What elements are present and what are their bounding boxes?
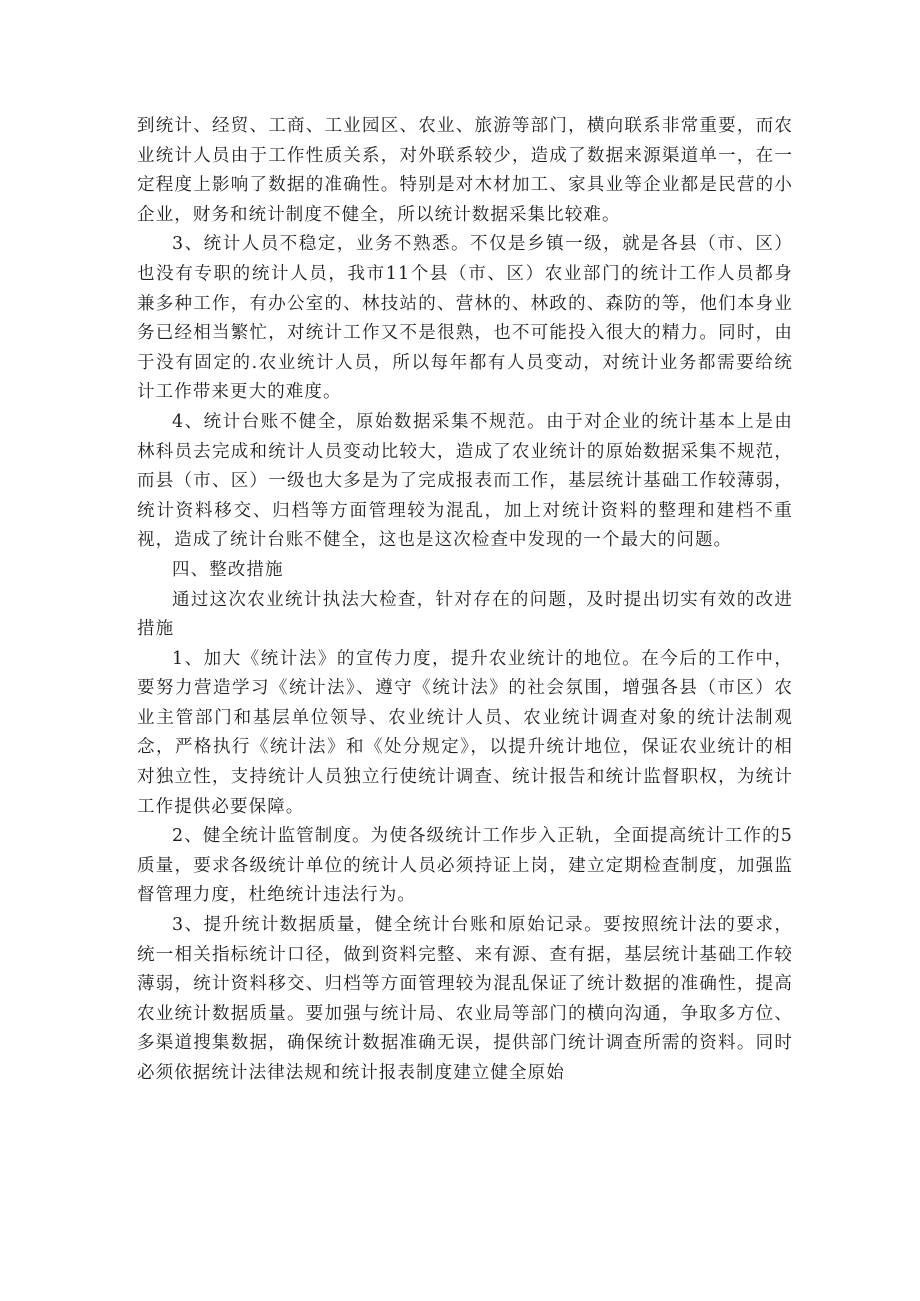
paragraph-item-4-ledger: 4、统计台账不健全，原始数据采集不规范。由于对企业的统计基本上是由林科员去完成和统计人员变动比较大，造成了农业统计的原始数据采集不规范，而县（市、区）一级也大多是为了完成报表而工作，基层统计基础工作较薄弱，统计资料移交、归档等方面管理较为混乱，加上对统计资料的整理和建档不重视，造成了统计台账不健全，这也是这次检查中发现的一个最大的问题。 bbox=[137, 411, 793, 551]
paragraph-measure-2: 2、健全统计监管制度。为使各级统计工作步入正轨，全面提高统计工作的5质量，要求各级统计单位的统计人员必须持证上岗，建立定期检查制度，加强监督管理力度，杜绝统计违法行为。 bbox=[137, 826, 793, 906]
paragraph-measure-1: 1、加大《统计法》的宣传力度，提升农业统计的地位。在今后的工作中，要努力营造学习《统计法》、遵守《统计法》的社会氛围，增强各县（市区）农业主管部门和基层单位领导、农业统计人员、农业统计调查对象的统计法制观念，严格执行《统计法》和《处分规定》，以提升统计地位，保证农业统计的相对独立性，支持统计人员独立行使统计调查、统计报告和统计监督职权，为统计工作提供必要保障。 bbox=[137, 648, 793, 817]
paragraph-measure-3: 3、提升统计数据质量，健全统计台账和原始记录。要按照统计法的要求，统一相关指标统计口径，做到资料完整、来有源、查有据，基层统计基础工作较薄弱，统计资料移交、归档等方面管理较为混乱保证了统计数据的准确性，提高农业统计数据质量。要加强与统计局、农业局等部门的横向沟通，争取多方位、多渠道搜集数据，确保统计数据准确无误，提供部门统计调查所需的资料。同时必须依据统计法律法规和统计报表制度建立健全原始 bbox=[137, 915, 793, 1083]
paragraph-intro-measures: 通过这次农业统计执法大检查，针对存在的问题，及时提出切实有效的改进措施 bbox=[137, 589, 793, 640]
document-body bbox=[137, 112, 793, 1089]
section-heading-rectification: 四、整改措施 bbox=[172, 559, 284, 580]
paragraph-item-3-staff: 3、统计人员不稳定，业务不熟悉。不仅是乡镇一级，就是各县（市、区）也没有专职的统计人员，我市11个县（市、区）农业部门的统计工作人员都身兼多种工作，有办公室的、林技站的、营林的、林政的、森防的等，他们本身业务已经相当繁忙，对统计工作又不是很熟，也不可能投入很大的精力。同时，由于没有固定的.农业统计人员，所以每年都有人员变动，对统计业务都需要给统计工作带来更大的难度。 bbox=[137, 234, 793, 403]
paragraph-continuation: 到统计、经贸、工商、工业园区、农业、旅游等部门，横向联系非常重要，而农业统计人员由于工作性质关系，对外联系较少，造成了数据来源渠道单一，在一定程度上影响了数据的准确性。特别是对木材加工、家具业等企业都是民营的小企业，财务和统计制度不健全，所以统计数据采集比较难。 bbox=[137, 116, 793, 225]
